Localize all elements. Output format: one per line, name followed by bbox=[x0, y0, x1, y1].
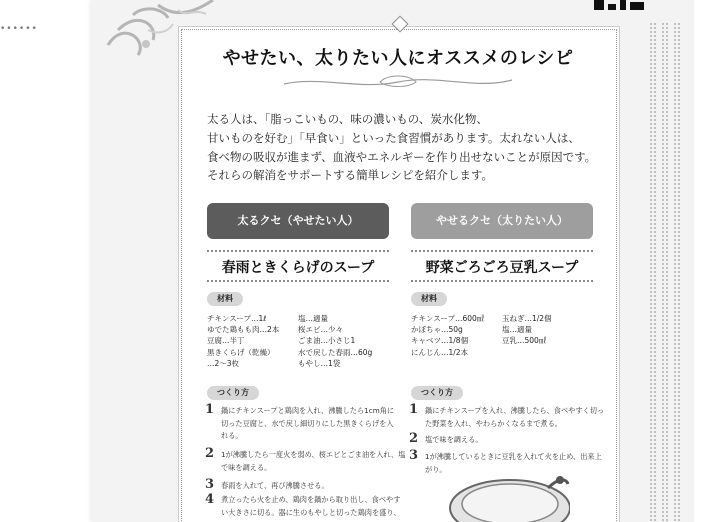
step-line: 塩で味を調える。 bbox=[425, 435, 483, 444]
ingredient: 豆乳…500㎖ bbox=[502, 336, 547, 346]
step-line: 鍋にチキンスープを入れ、沸騰したら、食べやすく切っ bbox=[425, 406, 605, 415]
ingredient: 玉ねぎ…1/2個 bbox=[502, 314, 552, 323]
step-number: 3 bbox=[409, 448, 419, 463]
qr-code-fragment bbox=[590, 0, 650, 14]
ingredients-label: 材料 bbox=[207, 292, 243, 306]
step-text bbox=[425, 434, 483, 447]
margin-dots: •••••• bbox=[0, 24, 38, 34]
step-text bbox=[221, 449, 405, 474]
ingredient: 水で戻した春雨…60g bbox=[298, 347, 373, 357]
step-number: 4 bbox=[205, 492, 215, 507]
step-number: 2 bbox=[409, 431, 419, 446]
ingredient: 塩…適量 bbox=[502, 325, 532, 335]
step-line: 春雨を入れて、再び沸騰させる。 bbox=[221, 481, 329, 490]
ingredient: チキンスープ…1ℓ bbox=[207, 314, 267, 323]
step-line: 鍋にチキンスープと鶏肉を入れ、沸騰したら1cm角に bbox=[221, 406, 395, 415]
decorative-edge-dots bbox=[645, 22, 685, 522]
step-line: 1が沸騰しているときに豆乳を入れて火を止め、出来上 bbox=[425, 452, 602, 461]
step-number: 1 bbox=[409, 402, 419, 417]
dotted-rule bbox=[411, 250, 593, 252]
intro-line: それらの解消をサポートする簡単レシピを紹介します。 bbox=[207, 168, 493, 183]
intro-line: 食べ物の吸収が進まず、血液やエネルギーを作り出せないことが原因です。 bbox=[207, 149, 597, 164]
step-text bbox=[221, 480, 329, 493]
ingredient: チキンスープ…600㎖ bbox=[411, 314, 485, 323]
recipe-title-right: 野菜ごろごろ豆乳スープ bbox=[425, 260, 579, 276]
soup-pot-illustration-icon bbox=[440, 448, 570, 522]
ingredient: キャベツ…1/8個 bbox=[411, 336, 469, 346]
flourish-divider-icon bbox=[280, 72, 516, 92]
step-number: 3 bbox=[205, 477, 215, 492]
step-line: 切った豆腐と、水で戻し細切りにした黒きくらげを入 bbox=[221, 418, 394, 428]
step-line: 1が沸騰したら一度火を弱め、桜エビとごま油を入れ、塩 bbox=[221, 450, 406, 459]
step-number: 1 bbox=[205, 402, 215, 417]
ingredient: 豆腐…半丁 bbox=[207, 336, 245, 346]
ingredients-list bbox=[502, 313, 552, 347]
ingredient: ごま油…小さじ1 bbox=[298, 336, 356, 346]
ingredients-label: 材料 bbox=[411, 292, 447, 306]
method-label: つくり方 bbox=[207, 386, 259, 400]
recipe-title-left: 春雨ときくらげのスープ bbox=[221, 260, 375, 276]
dotted-rule bbox=[207, 250, 389, 252]
ingredient: にんじん…1/2本 bbox=[411, 347, 469, 357]
intro-text bbox=[207, 110, 607, 185]
tab-gain-habit: 太るクセ（やせたい人） bbox=[207, 203, 389, 239]
ingredient: かぼちゃ…50g bbox=[411, 325, 463, 335]
step-line: れる。 bbox=[221, 431, 243, 440]
ingredient: 桜エビ…少々 bbox=[298, 325, 343, 335]
step-line: がり。 bbox=[425, 464, 447, 474]
ingredient: …2〜3枚 bbox=[207, 358, 240, 368]
tab-lose-habit: やせるクセ（太りたい人） bbox=[411, 203, 593, 239]
ingredient: 塩…適量 bbox=[298, 314, 328, 323]
step-number: 2 bbox=[205, 446, 215, 461]
intro-line: 甘いものを好む」「早食い」といった食習慣があります。太れない人は、 bbox=[207, 130, 580, 145]
dotted-rule bbox=[207, 280, 389, 282]
ingredient: ゆでた鶏もも肉…2本 bbox=[207, 325, 280, 335]
intro-line: 太る人は、「脂っこいもの、味の濃いもの、炭水化物、 bbox=[207, 112, 488, 126]
step-line: い大きさに切る。器に生のもやしと切った鶏肉を盛り、 bbox=[221, 507, 401, 517]
ingredients-list bbox=[298, 313, 372, 369]
page-title: やせたい、太りたい人にオススメのレシピ bbox=[222, 48, 574, 69]
step-text bbox=[425, 405, 604, 430]
ingredients-list bbox=[207, 313, 279, 369]
ingredient: 黒きくらげ（乾燥） bbox=[207, 347, 275, 357]
step-line: で味を調える。 bbox=[221, 462, 272, 472]
step-text bbox=[221, 405, 394, 443]
step-line: 煮立ったら火を止め、鶏肉を鍋から取り出し、食べやす bbox=[221, 495, 401, 504]
step-line: た野菜を入れ、やわらかくなるまで煮る。 bbox=[425, 418, 562, 428]
dotted-rule bbox=[411, 280, 593, 282]
method-label: つくり方 bbox=[411, 386, 463, 400]
step-text bbox=[221, 494, 401, 519]
ingredients-list bbox=[411, 313, 484, 358]
ingredient: もやし…1袋 bbox=[298, 358, 341, 368]
